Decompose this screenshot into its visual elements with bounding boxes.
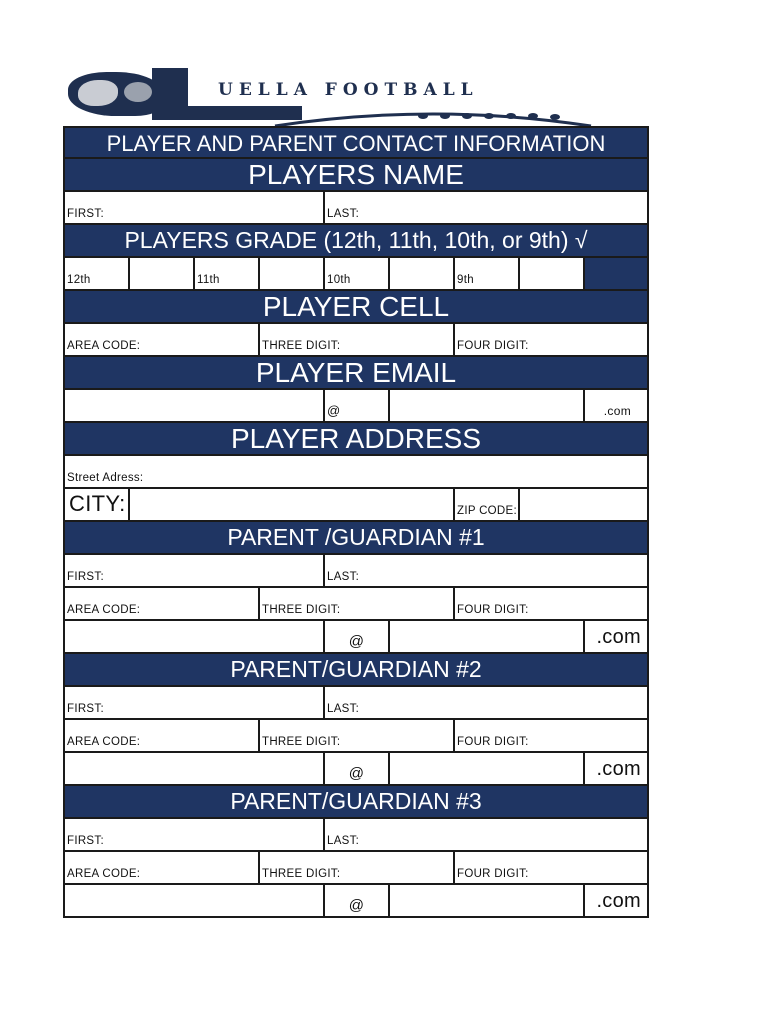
guardian-1-area-code-field[interactable]: AREA CODE: <box>65 588 260 619</box>
mascot-icon <box>68 72 164 116</box>
guardian-3-email-at: @ <box>325 885 390 916</box>
grade-12th-label: 12th <box>65 258 130 289</box>
guardian-2-phone-row <box>63 720 649 753</box>
grade-11th-label: 11th <box>195 258 260 289</box>
city-field[interactable] <box>130 489 455 520</box>
grade-10th-checkbox[interactable] <box>390 258 455 289</box>
guardian-2-three-digit-field[interactable]: THREE DIGIT: <box>260 720 455 751</box>
grade-10th-label: 10th <box>325 258 390 289</box>
guardian-2-name-row <box>63 687 649 720</box>
grade-filler <box>585 258 647 289</box>
guardian-3-area-code-field[interactable]: AREA CODE: <box>65 852 260 883</box>
players-grade-header: PLAYERS GRADE (12th, 11th, 10th, or 9th) √ <box>63 225 649 258</box>
guardian-2-email-domain-field[interactable] <box>390 753 585 784</box>
player-cell-row <box>63 324 649 357</box>
guardian-1-email-dotcom: .com <box>596 626 641 648</box>
player-email-user-field[interactable] <box>65 390 325 421</box>
team-logo <box>68 68 648 126</box>
player-email-domain-field[interactable] <box>390 390 585 421</box>
grade-9th-checkbox[interactable] <box>520 258 585 289</box>
grade-9th-label: 9th <box>455 258 520 289</box>
guardian-3-four-digit-field[interactable]: FOUR DIGIT: <box>457 868 529 880</box>
zip-label: ZIP CODE: <box>455 489 520 520</box>
street-address-row <box>63 456 649 489</box>
guardian-1-email-domain-field[interactable] <box>390 621 585 652</box>
players-name-row <box>63 192 649 225</box>
guardian-1-email-at: @ <box>325 621 390 652</box>
player-email-row <box>63 390 649 423</box>
player-three-digit-field[interactable]: THREE DIGIT: <box>260 324 455 355</box>
guardian-3-email-domain-field[interactable] <box>390 885 585 916</box>
contact-form <box>63 126 649 918</box>
guardian-2-email-user-field[interactable] <box>65 753 325 784</box>
guardian-2-email-dotcom: .com <box>596 758 641 780</box>
players-grade-row <box>63 258 649 291</box>
guardian-3-header: PARENT/GUARDIAN #3 <box>63 786 649 819</box>
city-label: CITY: <box>65 489 130 520</box>
guardian-1-three-digit-field[interactable]: THREE DIGIT: <box>260 588 455 619</box>
player-email-dotcom: .com <box>603 404 631 418</box>
player-last-name-field[interactable]: LAST: <box>327 208 360 220</box>
guardian-1-last-name-field[interactable]: LAST: <box>327 571 360 583</box>
guardian-3-three-digit-field[interactable]: THREE DIGIT: <box>260 852 455 883</box>
player-address-header: PLAYER ADDRESS <box>63 423 649 456</box>
player-first-name-field[interactable]: FIRST: <box>65 192 325 223</box>
guardian-1-first-name-field[interactable]: FIRST: <box>65 555 325 586</box>
guardian-3-first-name-field[interactable]: FIRST: <box>65 819 325 850</box>
guardian-2-first-name-field[interactable]: FIRST: <box>65 687 325 718</box>
guardian-2-area-code-field[interactable]: AREA CODE: <box>65 720 260 751</box>
guardian-3-email-row <box>63 885 649 918</box>
guardian-3-email-user-field[interactable] <box>65 885 325 916</box>
guardian-3-email-dotcom: .com <box>596 890 641 912</box>
form-title: PLAYER AND PARENT CONTACT INFORMATION <box>63 126 649 159</box>
players-name-header: PLAYERS NAME <box>63 159 649 192</box>
guardian-3-phone-row <box>63 852 649 885</box>
guardian-1-email-row <box>63 621 649 654</box>
player-area-code-field[interactable]: AREA CODE: <box>65 324 260 355</box>
player-cell-header: PLAYER CELL <box>63 291 649 324</box>
guardian-3-name-row <box>63 819 649 852</box>
guardian-2-header: PARENT/GUARDIAN #2 <box>63 654 649 687</box>
football-laces-icon <box>273 96 593 130</box>
guardian-1-phone-row <box>63 588 649 621</box>
city-zip-row <box>63 489 649 522</box>
grade-12th-checkbox[interactable] <box>130 258 195 289</box>
guardian-2-email-row <box>63 753 649 786</box>
guardian-2-last-name-field[interactable]: LAST: <box>327 703 360 715</box>
guardian-1-header: PARENT /GUARDIAN #1 <box>63 522 649 555</box>
guardian-1-four-digit-field[interactable]: FOUR DIGIT: <box>457 604 529 616</box>
zip-field[interactable] <box>520 489 647 520</box>
guardian-3-last-name-field[interactable]: LAST: <box>327 835 360 847</box>
player-email-header: PLAYER EMAIL <box>63 357 649 390</box>
grade-11th-checkbox[interactable] <box>260 258 325 289</box>
player-four-digit-field[interactable]: FOUR DIGIT: <box>457 340 529 352</box>
player-email-at: @ <box>325 390 390 421</box>
guardian-1-name-row <box>63 555 649 588</box>
logo-wordmark: UELLA FOOTBALL <box>218 80 479 100</box>
guardian-1-email-user-field[interactable] <box>65 621 325 652</box>
street-address-field[interactable]: Street Adress: <box>67 472 144 484</box>
guardian-2-email-at: @ <box>325 753 390 784</box>
guardian-2-four-digit-field[interactable]: FOUR DIGIT: <box>457 736 529 748</box>
